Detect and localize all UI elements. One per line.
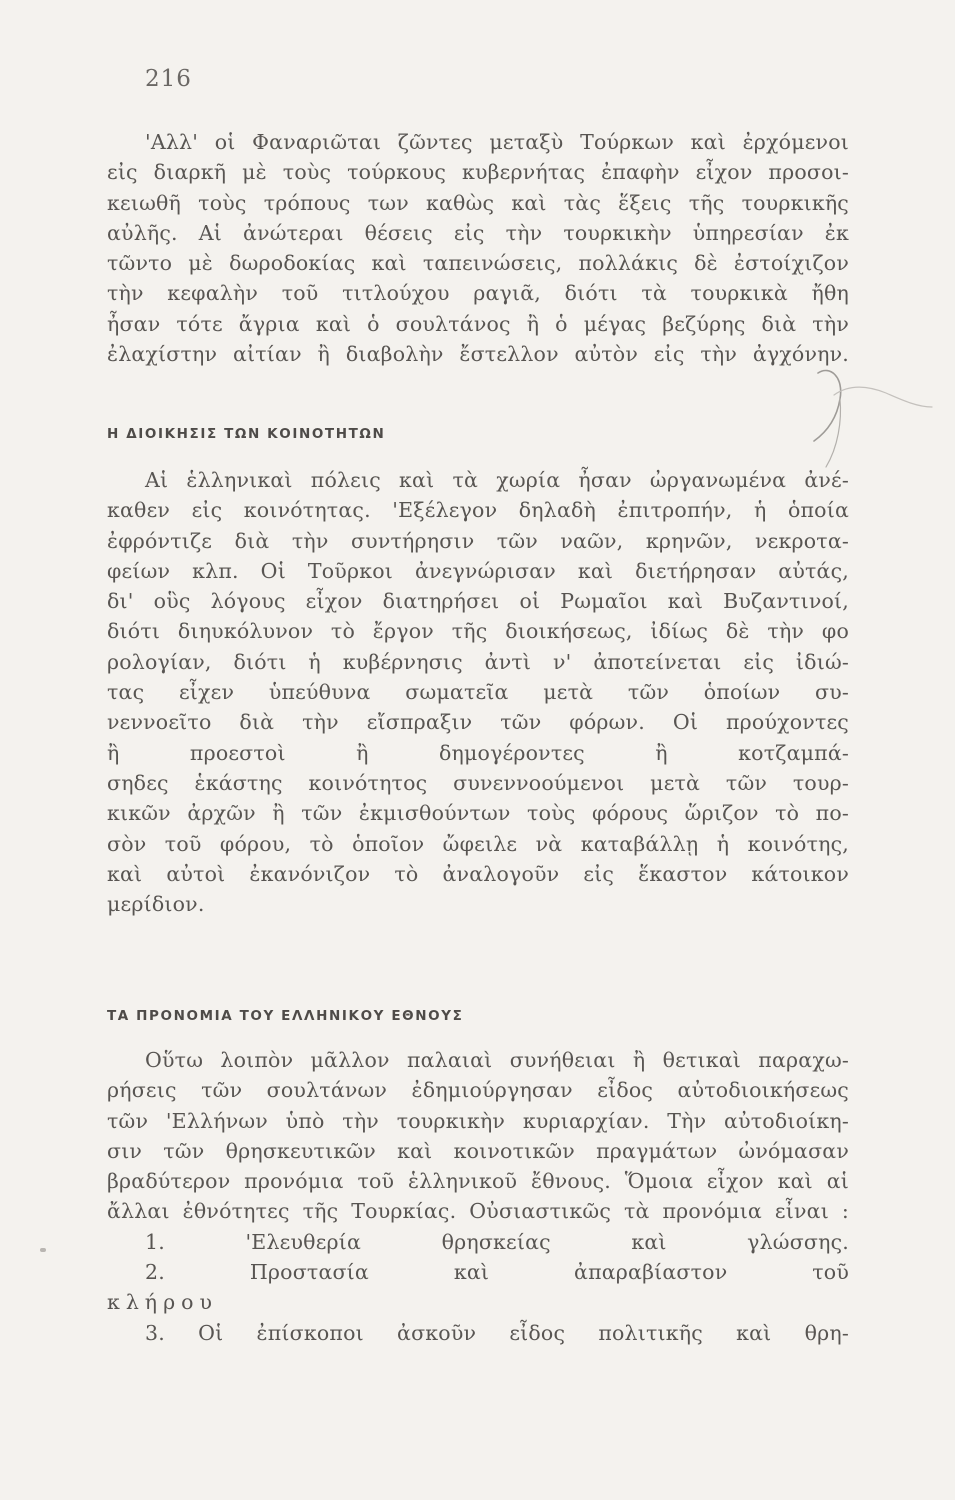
text-line: κικῶν ἀρχῶν ἢ τῶν ἐκμισθούντων τοὺς φόρους ὥριζον τὸ πο- [107, 801, 849, 826]
text-line: ρήσεις τῶν σουλτάνων ἐδημιούργησαν εἶδος αὐτοδιοικήσεως [107, 1078, 849, 1103]
text-line: τὴν κεφαλὴν τοῦ τιτλούχου ραγιᾶ, διότι τὰ τουρκικὰ ἤθη [107, 281, 849, 306]
text-line: κειωθῆ τοὺς τρόπους των καθὼς καὶ τὰς ἕξεις τῆς τουρκικῆς [107, 190, 849, 215]
text-line: τῶν 'Ελλήνων ὑπὸ τὴν τουρκικὴν κυριαρχίαν. Τὴν αὐτοδιοίκη- [107, 1108, 849, 1133]
text-line: ἐφρόντιζε διὰ τὴν συντήρησιν τῶν ναῶν, κρηνῶν, νεκροτα- [107, 528, 849, 553]
text-line: σιν τῶν θρησκευτικῶν καὶ κοινοτικῶν πραγμάτων ὠνόμασαν [107, 1138, 849, 1163]
text-line: καὶ αὐτοὶ ἐκανόνιζον τὸ ἀναλογοῦν εἰς ἕκαστον κάτοικον [107, 861, 849, 886]
paragraph-communities [107, 465, 849, 919]
pencil-mark-icon [800, 355, 940, 475]
text-line: διότι διηυκόλυνον τὸ ἔργον τῆς διοικήσεως, ἰδίως δὲ τὴν φο [107, 619, 849, 644]
list-item: 1. 'Ελευθερία θρησκείας καὶ γλώσσης. [145, 1229, 849, 1254]
text-line: σηδες ἑκάστης κοινότητος συνεννοούμενοι μετὰ τῶν τουρ- [107, 770, 849, 795]
text-line: νεννοεῖτο διὰ τὴν εἴσπραξιν τῶν φόρων. Οἱ προύχοντες [107, 710, 849, 735]
paragraph-privileges [107, 1045, 849, 1348]
text-line: φείων κλπ. Οἱ Τοῦρκοι ἀνεγνώρισαν καὶ διετήρησαν αὐτάς, [107, 558, 849, 583]
text-line: 'Αλλ' οἱ Φαναριῶται ζῶντες μεταξὺ Τούρκων καὶ ἐρχόμενοι [145, 130, 849, 154]
text-line: ἄλλαι ἐθνότητες τῆς Τουρκίας. Οὐσιαστικῶς τὰ προνόμια εἶναι : [107, 1199, 849, 1224]
text-line: Οὕτω λοιπὸν μᾶλλον παλαιαὶ συνήθειαι ἢ θετικαὶ παραχω- [145, 1048, 849, 1072]
text-line: τῶντο μὲ δωροδοκίας καὶ ταπεινώσεις, πολλάκις δὲ ἐστοίχιζον [107, 251, 849, 276]
list-item: 2. Προστασία καὶ ἀπαραβίαστον τοῦ [145, 1260, 849, 1285]
text-line: εἰς διαρκῆ μὲ τοὺς τούρκους κυβερνήτας ἐπαφὴν εἶχον προσοι- [107, 160, 849, 185]
text-line: βραδύτερον προνόμια τοῦ ἑλληνικοῦ ἔθνους. Ὅμοια εἶχον καὶ αἱ [107, 1169, 849, 1194]
text-line: σὸν τοῦ φόρου, τὸ ὁποῖον ὤφειλε νὰ καταβάλλῃ ἡ κοινότης, [107, 831, 849, 856]
text-line: δι' οὓς λόγους εἶχον διατηρήσει οἱ Ρωμαῖοι καὶ Βυζαντινοί, [107, 589, 849, 614]
section-heading-privileges: ΤΑ ΠΡΟΝΟΜΙΑ ΤΟΥ ΕΛΛΗΝΙΚΟΥ ΕΘΝΟΥΣ [107, 1008, 464, 1024]
text-line: ἐλαχίστην αἰτίαν ἢ διαβολὴν ἔστελλον αὐτὸν εἰς τὴν ἀγχόνην. [107, 342, 849, 367]
page-number: 216 [145, 66, 192, 92]
section-heading-communities: Η ΔΙΟΙΚΗΣΙΣ ΤΩΝ ΚΟΙΝΟΤΗΤΩΝ [107, 426, 386, 442]
text-line: μερίδιον. [107, 892, 205, 917]
text-line: κλήρου [107, 1290, 218, 1315]
text-line: τας εἶχεν ὑπεύθυνα σωματεῖα μετὰ τῶν ὁποίων συ- [107, 680, 849, 705]
text-line: καθεν εἰς κοινότητας. 'Εξέλεγον δηλαδὴ ἐπιτροπήν, ἡ ὁποία [107, 498, 849, 523]
list-item: 3. Οἱ ἐπίσκοποι ἀσκοῦν εἶδος πολιτικῆς καὶ θρη- [145, 1320, 849, 1345]
text-line: Αἱ ἑλληνικαὶ πόλεις καὶ τὰ χωρία ἦσαν ὠργανωμένα ἀνέ- [145, 468, 849, 492]
text-line: αὐλῆς. Αἱ ἀνώτεραι θέσεις εἰς τὴν τουρκικὴν ὑπηρεσίαν ἐκ [107, 220, 849, 245]
text-line: ἢ προεστοὶ ἢ δημογέροντες ἢ κοτζαμπά- [107, 740, 849, 765]
text-line: ρολογίαν, διότι ἡ κυβέρνησις ἀντὶ ν' ἀποτείνεται εἰς ἰδιώ- [107, 649, 849, 674]
paper-smudge [40, 1248, 46, 1252]
paragraph-phanariots [107, 127, 849, 369]
text-line: ἦσαν τότε ἄγρια καὶ ὁ σουλτάνος ἢ ὁ μέγας βεζύρης διὰ τὴν [107, 311, 849, 336]
